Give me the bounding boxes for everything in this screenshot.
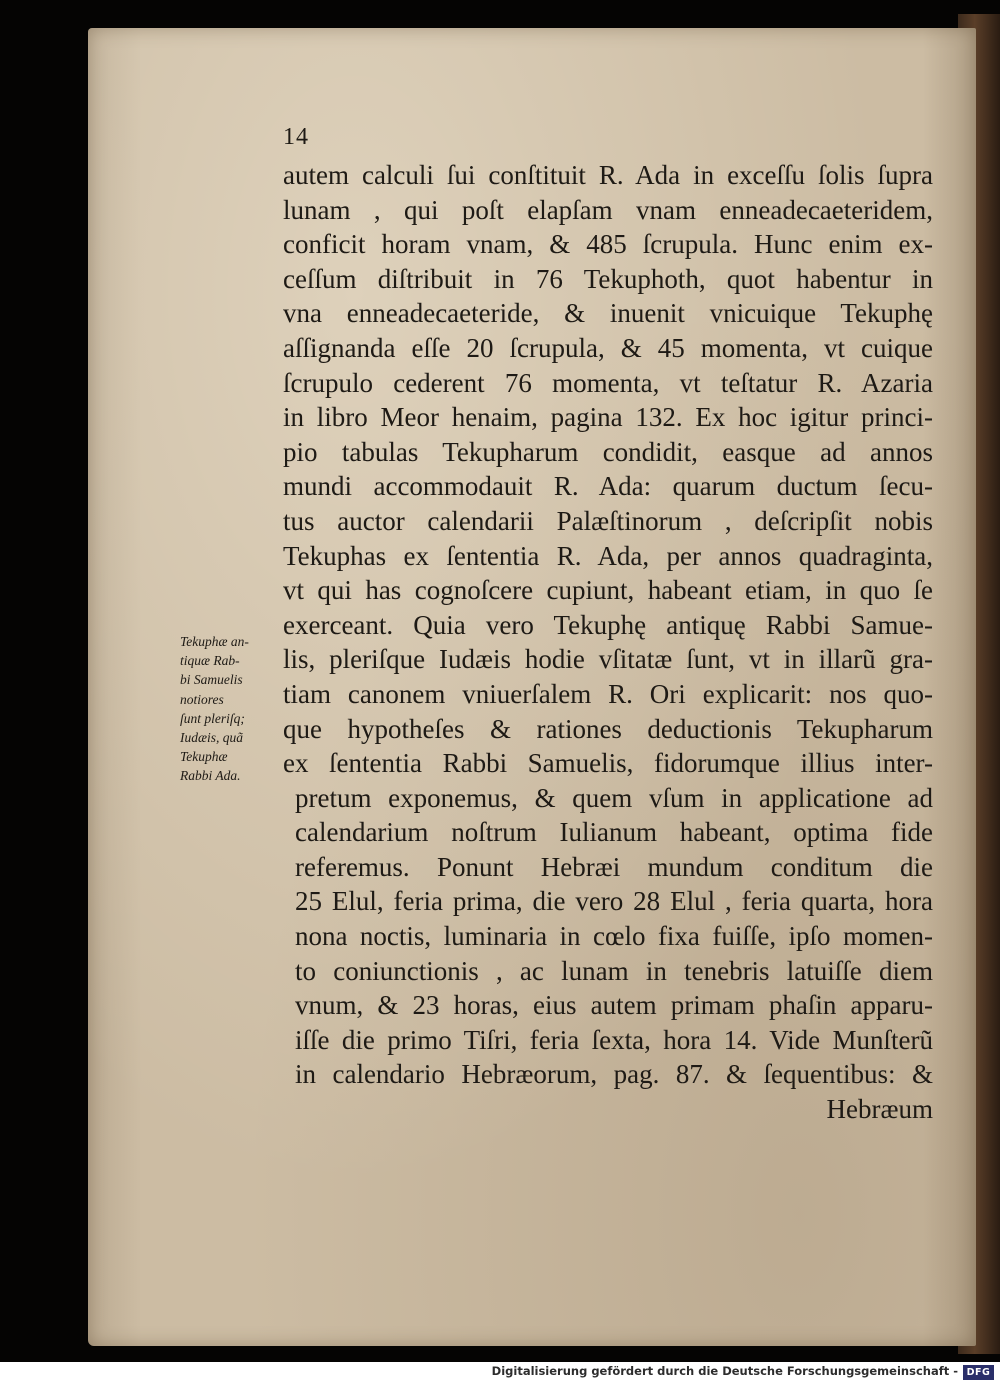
text-line: mundi accommodauit R. Ada: quarum ductum ſecu-	[283, 471, 933, 502]
text-line: calendarium noſtrum Iulianum habeant, optima fide	[295, 817, 933, 848]
text-line: tiam canonem vniuerſalem R. Ori explicarit: nos quo-	[283, 678, 933, 709]
text-line: in libro Meor henaim, pagina 132. Ex hoc igitur princi-	[283, 402, 933, 433]
dfg-logo[interactable]: DFG	[963, 1365, 994, 1380]
margin-note-line: ſunt pleriſq;	[180, 710, 245, 726]
margin-note	[180, 632, 280, 786]
text-line: pio tabulas Tekupharum condidit, easque ad annos	[283, 436, 933, 467]
text-line: ceſſum diſtribuit in 76 Tekuphoth, quot habentur in	[283, 263, 933, 294]
text-line: to coniunctionis , ac lunam in tenebris latuiſſe diem	[295, 955, 933, 986]
text-line: tus auctor calendarii Palæſtinorum , deſcripſit nobis	[283, 505, 933, 536]
funding-credit: Digitalisierung gefördert durch die Deutsche Forschungsgemeinschaft -	[491, 1364, 958, 1378]
text-line: in calendario Hebræorum, pag. 87. & ſequentibus: &	[295, 1059, 933, 1090]
text-line: lis, pleriſque Iudæis hodie vſitatæ ſunt, vt in illarũ gra-	[283, 644, 933, 675]
margin-note-line: Iudæis, quã	[180, 729, 244, 745]
text-line: referemus. Ponunt Hebræi mundum conditum die	[295, 851, 933, 882]
text-line: conficit horam vnam, & 485 ſcrupula. Hunc enim ex-	[283, 229, 933, 260]
margin-note-line: tiquæ Rab-	[180, 653, 240, 669]
text-line: lunam , qui poſt elapſam vnam enneadecaeteridem,	[283, 194, 933, 225]
text-line: autem calculi ſui conſtituit R. Ada in exceſſu ſolis ſupra	[283, 160, 933, 190]
text-line: ſcrupulo cederent 76 momenta, vt teſtatur R. Azaria	[283, 367, 933, 398]
text-line: pretum exponemus, & quem vſum in applicatione ad	[295, 782, 933, 813]
text-line: aſſignanda eſſe 20 ſcrupula, & 45 momenta, vt cuique	[283, 332, 933, 363]
text-line: vna enneadecaeteride, & inuenit vnicuique Tekuphę	[283, 298, 933, 329]
footer-bar	[0, 1362, 1000, 1383]
text-line: que hypotheſes & rationes deductionis Tekupharum	[283, 713, 933, 744]
margin-note-line: Tekuphæ	[180, 749, 228, 765]
text-line: ex ſententia Rabbi Samuelis, fidorumque illius inter-	[283, 748, 933, 779]
catchword: Hebræum	[826, 1094, 933, 1125]
text-line: vt qui has cognoſcere cupiunt, habeant etiam, in quo ſe	[283, 575, 933, 606]
margin-note-line: Tekuphæ an-	[180, 634, 249, 649]
body-text	[283, 158, 933, 1127]
text-line: exerceant. Quia vero Tekuphę antiquę Rabbi Samue-	[283, 609, 933, 640]
text-line: iſſe die primo Tiſri, feria ſexta, hora 14. Vide Munſterũ	[295, 1024, 933, 1055]
text-line: 25 Elul, feria prima, die vero 28 Elul , feria quarta, hora	[295, 886, 933, 917]
margin-note-line: bi Samuelis	[180, 672, 243, 688]
text-line: nona noctis, luminaria in cœlo fixa fuiſſe, ipſo momen-	[295, 921, 933, 952]
text-line: Tekuphas ex ſententia R. Ada, per annos quadraginta,	[283, 540, 933, 571]
margin-note-line: Rabbi Ada.	[180, 768, 241, 784]
text-line: vnum, & 23 horas, eius autem primam phaſin apparu-	[295, 990, 933, 1021]
page-number: 14	[283, 124, 309, 150]
margin-note-line: notiores	[180, 691, 224, 707]
